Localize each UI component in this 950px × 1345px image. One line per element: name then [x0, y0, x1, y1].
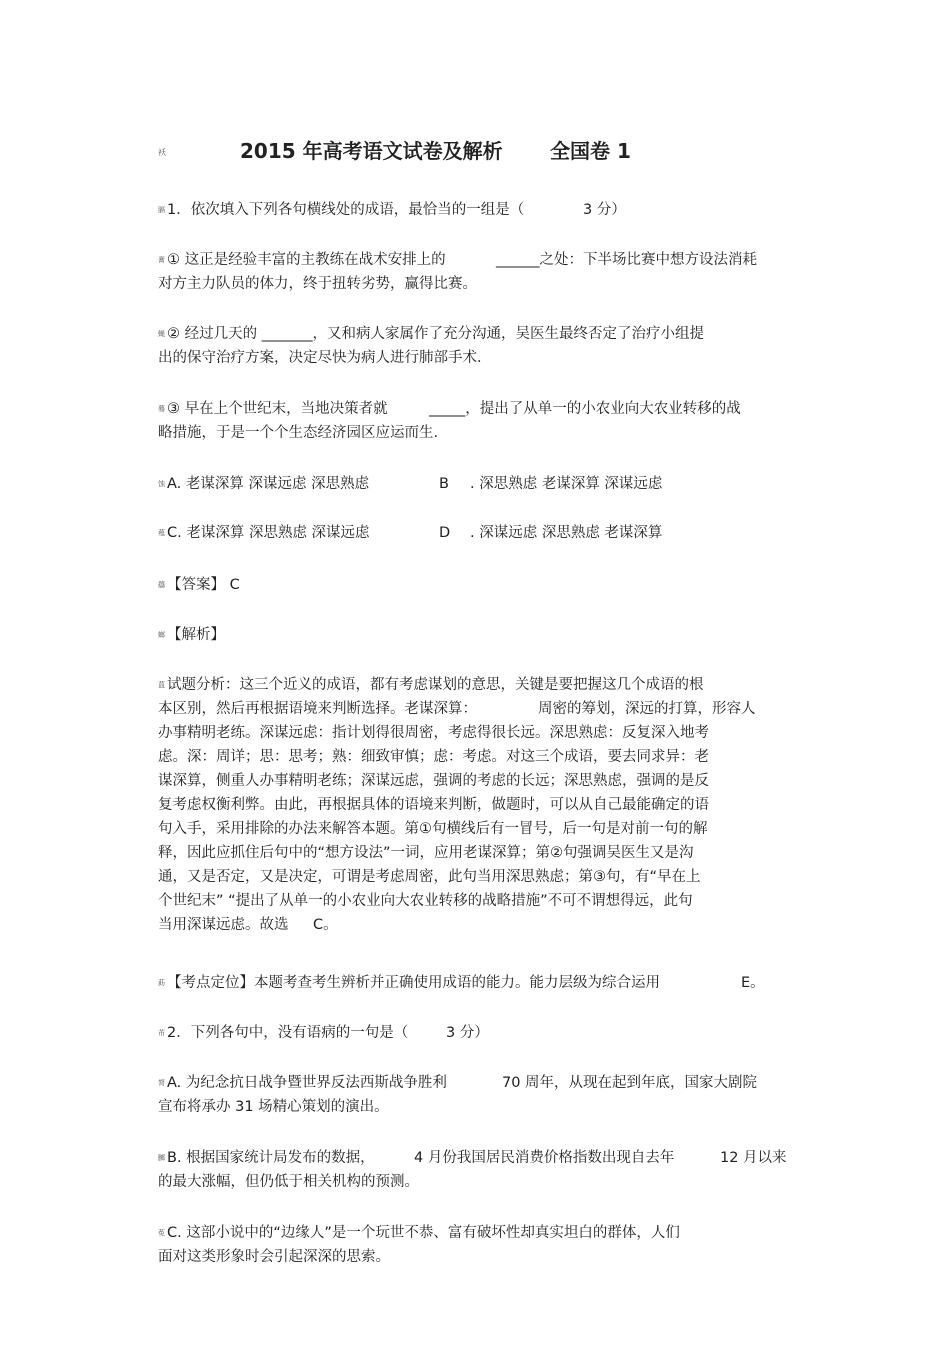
page-title: 2015 年高考语文试卷及解析: [240, 139, 503, 163]
analysis-line-3: 办事精明老练。深谋远虑：指计划得很周密，考虑得很长远。深思熟虑：反复深入地考: [158, 725, 709, 741]
analysis-line-6: 复考虑权衡利弊。由此，再根据具体的语境来判断，做题时，可以从自己最能确定的语: [158, 797, 709, 813]
opt-a-text: A. 老谋深算 深谋远虑 深思熟虑: [167, 476, 370, 492]
q1-point-level: E。: [741, 975, 765, 991]
s3-marker: 蓦: [158, 405, 165, 413]
q2-a-text: A. 为纪念抗日战争暨世界反法西斯战争胜利: [167, 1075, 447, 1091]
q2-score: 3 分）: [446, 1025, 489, 1041]
q1-sentence3-b: _____，提出了从单一的小农业向大农业转移的战: [429, 401, 741, 417]
q1-option-d: . 深谋远虑 深思熟虑 老谋深算: [470, 525, 663, 541]
q1-analysis-label: [158, 623, 225, 647]
analysis-line-10: 个世纪末” “提出了从单一的小农业向大农业转移的战略措施”不可不谓想得远，此句: [158, 893, 693, 909]
analysis-line-5: 谋深算，侧重人办事精明老练；深谋远虑，强调的考虑的长远；深思熟虑，强调的是反: [158, 773, 709, 789]
q1-sentence2-b: 出的保守治疗方案，决定尽快为病人进行肺部手术.: [158, 350, 482, 366]
point-text: 【考点定位】本题考查考生辨析并正确使用成语的能力。能力层级为综合运用: [167, 975, 660, 991]
q1-marker: 膈: [158, 206, 165, 214]
q1-sentence1-a: [158, 248, 446, 272]
q1-stem-text: 1．依次填入下列各句横线处的成语，最恰当的一组是（: [167, 202, 525, 218]
q2-option-b-1b: 4 月份我国居民消费价格指数出现自去年: [414, 1150, 675, 1166]
q1-sentence1-b: ______之处：下半场比赛中想方设法消耗: [496, 252, 757, 268]
s3-a-text: ③ 早在上个世纪末，当地决策者就: [167, 401, 388, 417]
title-marker: 袄: [158, 148, 166, 157]
q2-option-c-1: [158, 1221, 680, 1245]
analysis-line-2: 本区别，然后再根据语境来判断选择。老谋深算：: [158, 701, 477, 717]
analysis-marker-2: 蒀: [158, 681, 165, 689]
q2-option-a-1: [158, 1071, 447, 1095]
s2-marker: 蝇: [158, 330, 165, 338]
analysis-line-1: [158, 673, 704, 697]
s1-marker: 膏: [158, 256, 165, 264]
analysis-line-4: 虑。深：周详；思：思考；熟：细致审慎；虑：考虑。对这三个成语，要去同求异：老: [158, 749, 709, 765]
analysis-line-11b: C。: [313, 917, 338, 933]
analysis-line-2b: 周密的筹划，深远的打算，形容人: [538, 701, 756, 717]
opt-a-marker: 蚀: [158, 480, 165, 488]
q2-option-a-2: 宣布将承办 31 场精心策划的演出。: [158, 1099, 389, 1115]
q2-option-b-1c: 12 月以来: [720, 1150, 787, 1166]
opt-c-text: C. 老谋深算 深思熟虑 深谋远虑: [167, 525, 370, 541]
q2-c-text: C. 这部小说中的“边缘人”是一个玩世不恭、富有破坏性却真实坦白的群体，人们: [167, 1225, 680, 1241]
q2-option-c-2: 面对这类形象时会引起深深的思索。: [158, 1249, 390, 1265]
q2-a-marker: 膂: [158, 1079, 165, 1087]
analysis-line-11: 当用深谋远虑。故选: [158, 917, 289, 933]
q1-sentence1-c: 对方主力队员的体力，终于扭转劣势，赢得比赛。: [158, 276, 477, 292]
answer-marker: 羉: [158, 581, 165, 589]
opt-c-marker: 薤: [158, 529, 165, 537]
q2-option-b-2: 的最大涨幅，但仍低于相关机构的预测。: [158, 1174, 419, 1190]
q1-option-c: [158, 521, 370, 545]
q1-option-b-letter: B: [439, 476, 449, 492]
q1-option-a: [158, 472, 369, 496]
q2-b-marker: 膷: [158, 1154, 165, 1162]
q1-sentence3-a: [158, 397, 388, 421]
page-subtitle: 全国卷 1: [550, 139, 631, 163]
q1-point: [158, 971, 660, 995]
q1-stem: [158, 198, 524, 222]
analysis-line-1-text: 试题分析：这三个近义的成语，都有考虑谋划的意思，关键是要把握这几个成语的根: [167, 677, 704, 693]
analysis-label-text: 【解析】: [167, 627, 225, 643]
analysis-marker: 螂: [158, 631, 165, 639]
q1-sentence2-a: [158, 322, 704, 346]
analysis-line-8: 释，因此应抓住后句中的“想方设法”一词，应用老谋深算；第②句强调吴医生又是沟: [158, 845, 694, 861]
s1-a-text: ① 这正是经验丰富的主教练在战术安排上的: [167, 252, 446, 268]
q2-option-a-1b: 70 周年，从现在起到年底，国家大剧院: [502, 1075, 758, 1091]
analysis-line-7: 句入手，采用排除的办法来解答本题。第①句横线后有一冒号，后一句是对前一句的解: [158, 821, 708, 837]
q1-score: 3 分）: [583, 202, 626, 218]
q2-b-text: B. 根据国家统计局发布的数据，: [167, 1150, 375, 1166]
q1-answer: [158, 573, 240, 597]
answer-text: 【答案】 C: [167, 577, 240, 593]
q2-marker: 芇: [158, 1029, 165, 1037]
q2-stem: [158, 1021, 408, 1045]
q1-option-d-letter: D: [439, 525, 451, 541]
q1-sentence3-c: 略措施，于是一个个生态经济园区应运而生.: [158, 425, 439, 441]
analysis-line-9: 通，又是否定，又是决定，可谓是考虑周密，此句当用深思熟虑；第③句，有“早在上: [158, 869, 701, 885]
q2-c-marker: 莬: [158, 1229, 165, 1237]
s2-a-text: ② 经过几天的 _______，又和病人家属作了充分沟通，吴医生最终否定了治疗小组提: [167, 326, 704, 342]
q2-stem-text: 2．下列各句中，没有语病的一句是（: [167, 1025, 409, 1041]
q2-option-b-1: [158, 1146, 375, 1170]
q1-option-b: . 深思熟虑 老谋深算 深谋远虑: [470, 476, 663, 492]
point-marker: 莇: [158, 979, 165, 987]
